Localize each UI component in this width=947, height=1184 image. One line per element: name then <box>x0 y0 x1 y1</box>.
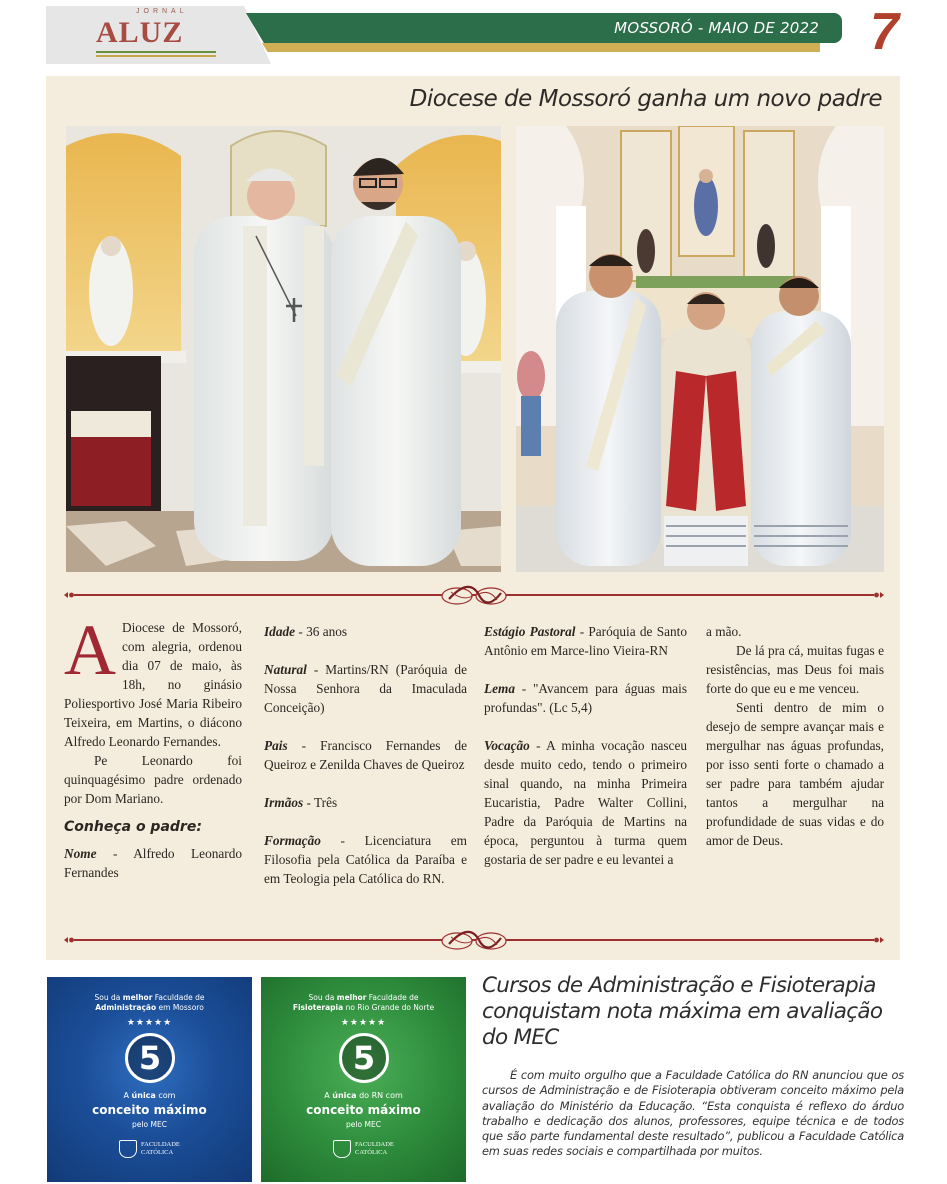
divider-left-end <box>64 590 74 600</box>
profile-item-parents <box>264 736 467 774</box>
logo-underline-green <box>96 51 216 53</box>
ad-text: em Mossoro <box>156 1003 204 1012</box>
profile-label: Estágio Pastoral <box>484 624 576 639</box>
profile-item-name <box>64 844 242 882</box>
news-title: Cursos de Administração e Fisioterapia conquistam nota máxima em avaliação do MEC <box>482 973 883 1050</box>
divider-right-end <box>874 590 884 600</box>
profile-sep: - <box>515 681 533 696</box>
profile-sep: - <box>529 738 547 753</box>
profile-item-siblings <box>264 793 467 812</box>
article-column-1 <box>64 610 243 901</box>
logo-text <box>141 1141 180 1157</box>
profile-sep: - <box>295 624 307 639</box>
vocation-continuation: a mão. <box>706 624 742 639</box>
ad-text: A <box>324 1091 333 1100</box>
ad-footer-text: pelo MEC <box>132 1120 167 1129</box>
ad-text-bold: melhor <box>336 993 367 1002</box>
logo-journal-label: JORNAL <box>136 8 188 15</box>
ad-text: do RN com <box>356 1091 403 1100</box>
logo-underline-gold <box>96 55 216 57</box>
profile-item-vocation <box>484 736 687 869</box>
profile-sep: - <box>287 738 321 753</box>
grade-badge: 5 <box>125 1033 175 1083</box>
article-column-3 <box>484 622 687 888</box>
administration-ad <box>47 977 252 1182</box>
physiotherapy-ad <box>261 977 466 1182</box>
ad-text: Sou da <box>94 993 123 1002</box>
profile-value: 36 anos <box>306 624 348 639</box>
ad-emphasis: conceito máximo <box>306 1103 421 1117</box>
profile-item-birthplace <box>264 660 467 717</box>
divider-left-end <box>64 935 74 945</box>
ornamental-divider <box>64 583 884 607</box>
profile-label: Irmãos <box>264 795 304 810</box>
profile-heading: Conheça o padre: <box>64 819 202 835</box>
ad-text: A <box>123 1091 132 1100</box>
profile-value: Francisco Fernandes de Queiroz e Zenilda Chaves de Queiroz <box>264 738 468 772</box>
profile-value: Três <box>314 795 338 810</box>
news-body: É com muito orgulho que a Faculdade Católica do RN anunciou que os cursos de Administração e de Fisioterapia obtiveram conceito máximo pela avaliação do Ministério da Educação. “Esta conquista é reflexo do árduo trabalho e dedicação dos alunos, professores, equipe técnica e de todos que são parte fundamental deste resultado”, publicou a Faculdade Católica em suas redes sociais e compartilhada por muitos. <box>482 1068 904 1159</box>
grade-badge: 5 <box>339 1033 389 1083</box>
ad-headline <box>261 993 466 1013</box>
profile-item-motto <box>484 679 687 717</box>
issue-date: MOSSORÓ - MAIO DE 2022 <box>614 19 819 37</box>
profile-value: Alfredo Leonardo Fernandes <box>64 846 243 880</box>
logo-title: ALUZ <box>96 16 184 49</box>
header-gold-band <box>262 43 820 52</box>
vocation-paragraph-3: Senti dentro de mim o desejo de sempre avançar mais e mergulhar nas águas profundas, por isso senti forte o chamado a ser padre para também ajudar tantos a mergulhar na profundidade de suas vidas e do amor de Deus. <box>706 700 884 848</box>
profile-sep: - <box>575 624 589 639</box>
intro-paragraph <box>64 610 242 751</box>
logo-line: FACULDADE <box>355 1141 394 1148</box>
three-priests-at-altar-photo <box>516 126 884 572</box>
logo-line: CATÓLICA <box>355 1149 388 1156</box>
logo-line: CATÓLICA <box>141 1149 174 1156</box>
ad-text: Sou da <box>308 993 337 1002</box>
shield-icon <box>333 1140 351 1158</box>
profile-sep: - <box>96 846 134 861</box>
bishop-and-deacon-photo <box>66 126 501 572</box>
divider-right-end <box>874 935 884 945</box>
profile-value: A minha vocação nasceu desde muito cedo, tendo o primeiro sinal quando, na minha Primeira Eucaristia, Padre Walter Collini, Padre da Paróquia de Martins na época, perguntou à turma quem gostaria de ser padre e eu levantei a <box>484 738 688 867</box>
profile-value: Martins/RN (Paróquia de Nossa Senhora da Imaculada Conceição) <box>264 662 467 715</box>
article-column-4 <box>706 622 884 850</box>
profile-item-education <box>264 831 467 888</box>
ad-text: Faculdade de <box>366 993 419 1002</box>
ad-text-bold: única <box>332 1091 357 1100</box>
ad-footer-text: pelo MEC <box>346 1120 381 1129</box>
ad-course-name: Administração <box>95 1003 157 1012</box>
profile-label: Lema <box>484 681 516 696</box>
profile-label: Vocação <box>484 738 530 753</box>
faculdade-catolica-logo <box>117 1137 187 1161</box>
profile-value: "Avancem para águas mais profundas". (Lc 5,4) <box>484 681 687 715</box>
ordination-article <box>46 76 900 960</box>
profile-label: Nome <box>64 846 97 861</box>
ad-subline <box>47 1090 252 1101</box>
profile-value: Licenciatura em Filosofia pela Católica da Paraíba e em Teologia pela Católica do RN. <box>264 833 468 886</box>
page-number: 7 <box>870 3 899 61</box>
ad-text-bold: melhor <box>122 993 153 1002</box>
profile-sep: - <box>303 795 315 810</box>
ad-text: com <box>155 1091 176 1100</box>
profile-label: Pais <box>264 738 288 753</box>
profile-item-pastoral <box>484 622 687 660</box>
ad-emphasis: conceito máximo <box>92 1103 207 1117</box>
divider-knot-ornament <box>439 928 509 952</box>
drop-cap: A <box>64 610 116 690</box>
ad-course-name: Fisioterapia <box>292 1003 344 1012</box>
ad-subline <box>261 1090 466 1101</box>
ad-text: no Rio Grande do Norte <box>343 1003 435 1012</box>
vocation-paragraph-2: De lá pra cá, muitas fugas e resistências, mas Deus foi mais forte do que eu e me venceu. <box>706 643 884 696</box>
ad-headline <box>47 993 252 1013</box>
shield-icon <box>119 1140 137 1158</box>
profile-sep: - <box>306 662 326 677</box>
article-column-2 <box>264 622 467 907</box>
profile-label: Formação <box>264 833 321 848</box>
profile-label: Natural <box>264 662 307 677</box>
intro-paragraph-2: Pe Leonardo foi quinquagésimo padre ordenado por Dom Mariano. <box>64 753 242 806</box>
ad-text: Faculdade de <box>152 993 205 1002</box>
logo-line: FACULDADE <box>141 1141 180 1148</box>
logo-text <box>355 1141 394 1157</box>
profile-item-age <box>264 622 467 641</box>
faculdade-catolica-logo <box>331 1137 401 1161</box>
profile-label: Idade <box>264 624 296 639</box>
profile-value: Paróquia de Santo Antônio em Marce-lino Vieira-RN <box>484 624 687 658</box>
stars-icon: ★★★★★ <box>126 1018 173 1028</box>
stars-icon: ★★★★★ <box>340 1018 387 1028</box>
profile-sep: - <box>320 833 365 848</box>
photo-illustration <box>66 126 501 572</box>
ornamental-divider <box>64 928 884 952</box>
divider-knot-ornament <box>439 583 509 607</box>
ad-text-bold: única <box>131 1091 156 1100</box>
photo-illustration <box>516 126 884 572</box>
article-title: Diocese de Mossoró ganha um novo padre <box>409 86 882 112</box>
intro-text: Diocese de Mossoró, com alegria, ordenou dia 07 de maio, às 18h, no ginásio Poliesportivo José Maria Ribeiro Teixeira, em Martins, o diácono Alfredo Leonardo Fernandes. <box>64 620 242 749</box>
